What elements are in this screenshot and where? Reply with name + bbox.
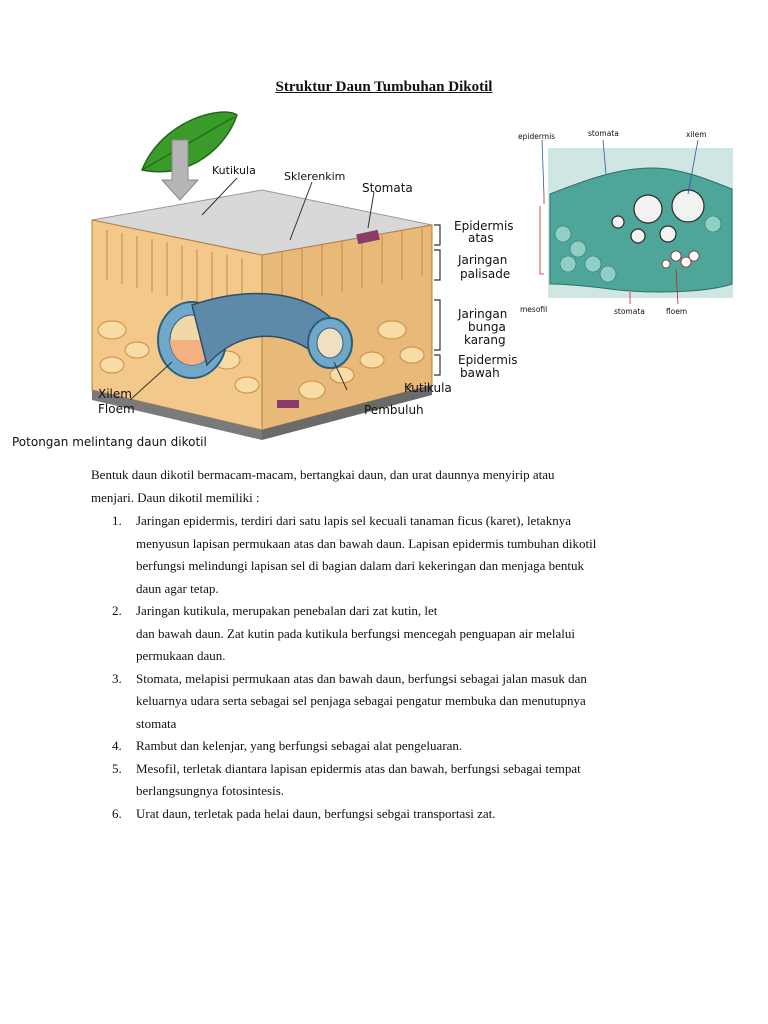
intro-paragraph (91, 464, 671, 509)
list-item (108, 803, 688, 826)
micrograph-image (548, 148, 733, 298)
label-floem: Floem (98, 402, 135, 416)
label-bunga-karang-3: karang (464, 333, 506, 347)
list-line: stomata (136, 715, 177, 731)
list-item (108, 510, 688, 600)
micro-label-floem: floem (666, 307, 688, 316)
list-item (108, 600, 688, 668)
figure-caption: Potongan melintang daun dikotil (12, 435, 207, 449)
list-line: berlangsungnya fotosintesis. (136, 783, 285, 798)
list-line: Jaringan kutikula, merupakan penebalan dari zat kutin, let (136, 603, 438, 618)
list-line: menyusun lapisan permukaan atas dan bawah daun. Lapisan epidermis tumbuhan dikotil (136, 535, 597, 551)
intro-line: Bentuk daun dikotil bermacam-macam, bertangkai daun, dan urat daunnya menyirip atau (91, 467, 555, 482)
label-epidermis-bawah-2: bawah (460, 366, 500, 380)
list-line: Urat daun, terletak pada helai daun, berfungsi sebgai transportasi zat. (136, 805, 496, 821)
label-kutikula-top: Kutikula (212, 164, 256, 177)
micro-label-xilem: xilem (686, 130, 707, 139)
label-bunga-karang-2: bunga (468, 320, 506, 334)
micro-label-mesofil: mesofil (520, 305, 548, 314)
micro-label-stomata-bottom: stomata (614, 307, 645, 316)
label-bunga-karang-1: Jaringan (458, 307, 508, 321)
list-line: Stomata, melapisi permukaan atas dan bawah daun, berfungsi sebagai jalan masuk dan (136, 670, 587, 686)
list-line: Rambut dan kelenjar, yang berfungsi sebagai alat pengeluaran. (136, 738, 463, 753)
list-line: permukaan daun. (136, 648, 226, 663)
list-line: Jaringan epidermis, terdiri dari satu lapis sel kecuali tanaman ficus (karet), letaknya (136, 513, 571, 528)
list-line: keluarnya udara serta sebagai sel penjaga sebagai pengatur membuka dan menutupnya (136, 693, 586, 708)
list-number: 4. (112, 738, 122, 753)
page-title: Struktur Daun Tumbuhan Dikotil (275, 79, 493, 95)
label-sklerenkim: Sklerenkim (284, 170, 346, 183)
label-epidermis-atas-1: Epidermis (454, 219, 514, 233)
list-item (108, 668, 688, 736)
list-line: Mesofil, terletak diantara lapisan epidermis atas dan bawah, berfungsi sebagai tempat (136, 760, 581, 776)
list-number: 6. (112, 805, 122, 821)
label-epidermis-atas-2: atas (468, 231, 494, 245)
leaf-micrograph-illustration (518, 124, 736, 320)
leaf-structure-list (108, 510, 688, 825)
label-epidermis-bawah-1: Epidermis (458, 353, 518, 367)
label-palisade-2: palisade (460, 267, 511, 281)
label-pembuluh: Pembuluh (364, 403, 424, 417)
list-line: dan bawah daun. Zat kutin pada kutikula berfungsi mencegah penguapan air melalui (136, 625, 575, 641)
intro-line: menjari. Daun dikotil memiliki : (91, 489, 260, 505)
label-stomata: Stomata (362, 181, 413, 195)
label-kutikula-bottom: Kutikula (404, 381, 452, 395)
list-number: 5. (112, 760, 122, 776)
label-palisade-1: Jaringan (458, 253, 508, 267)
list-line: daun agar tetap. (136, 580, 219, 596)
micro-label-epidermis: epidermis (518, 132, 556, 141)
label-xilem: Xilem (98, 387, 132, 401)
list-number: 2. (112, 603, 122, 618)
leaf-cross-section-illustration (12, 100, 558, 456)
list-item (108, 758, 688, 803)
list-number: 1. (112, 513, 122, 528)
list-item (108, 735, 688, 758)
list-number: 3. (112, 670, 122, 686)
list-line: berfungsi melindungi lapisan sel di bagian dalam dari kekeringan dan menjaga bentuk (136, 558, 585, 573)
micro-label-stomata-top: stomata (588, 129, 619, 138)
